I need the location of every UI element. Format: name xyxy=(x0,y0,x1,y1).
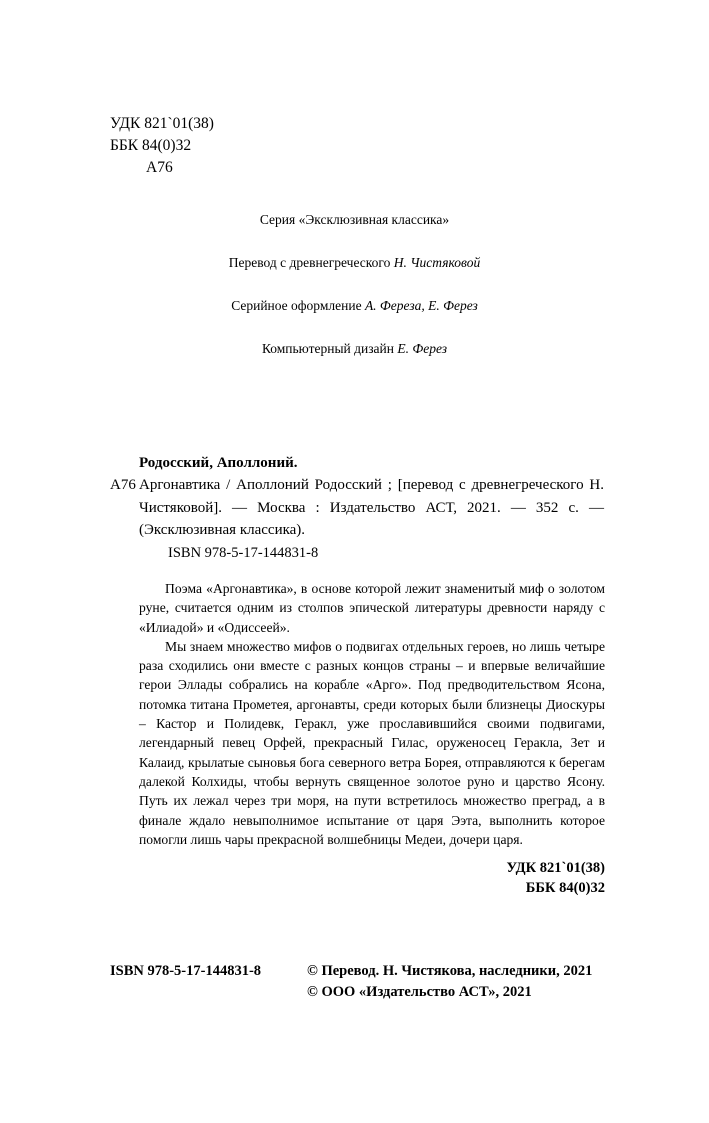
cip-index: А76 xyxy=(110,477,136,494)
credits-block xyxy=(0,212,709,357)
series-designer-name: А. Фереза, Е. Ферез xyxy=(364,298,478,313)
cip-description-block xyxy=(110,474,604,541)
bbk-code-repeat: ББК 84(0)32 xyxy=(525,880,605,896)
translation-credit xyxy=(0,255,709,271)
series-line: Серия «Эксклюзивная классика» xyxy=(259,212,450,227)
author-index-code: А76 xyxy=(146,159,173,176)
cip-description: Аргонавтика / Аполлоний Родосский ; [перевод с древнегреческого Н. Чистяковой]. — Москва : Издательство АСТ, 2021. — 352 с. — (Эксклюзивная классика). xyxy=(139,477,604,539)
copyright-translation: © Перевод. Н. Чистякова, наследники, 2021 xyxy=(307,963,593,979)
translator-name: Н. Чистяковой xyxy=(393,255,481,270)
cip-author-heading: Родосский, Аполлоний. xyxy=(139,455,298,471)
bbk-code: ББК 84(0)32 xyxy=(110,137,192,154)
udk-code-repeat: УДК 821`01(38) xyxy=(506,860,605,876)
series-design-label: Серийное оформление xyxy=(231,298,365,313)
computer-design-label: Компьютерный дизайн xyxy=(261,341,398,356)
footer-block xyxy=(110,961,620,1002)
classification-codes xyxy=(110,113,214,179)
annotation-block xyxy=(139,579,605,849)
footer-isbn: ISBN 978-5-17-144831-8 xyxy=(110,963,262,979)
annotation-paragraph-1: Поэма «Аргонавтика», в основе которой лежит знаменитый миф о золотом руне, считается одним из столпов эпической литературы древности наряду с «Илиадой» и «Одиссеей». xyxy=(139,581,605,635)
series-design-credit xyxy=(0,298,709,314)
cip-isbn: ISBN 978-5-17-144831-8 xyxy=(168,544,319,561)
annotation-paragraph-2: Мы знаем множество мифов о подвигах отдельных героев, но лишь четыре раза сходились они вместе с разных концов страны – и впервые величайшие герои Эллады собрались на корабле «Арго». Под предводительством Ясона, потомка титана Прометея, аргонавты, среди которых были близнецы Диоскуры – Кастор и Полидевк, Геракл, уже прославившийся своими подвигами, легендарный певец Орфей, прекрасный Гилас, оруженосец Геракла, Зет и Калаид, крылатые сыновья бога северного ветра Борея, отправляются к берегам далекой Колхиды, чтобы вернуть священное золотое руно и царство Ясону. Путь их лежал через три моря, на пути встретилось множество преград, а в финале ждало невыполнимое испытание от царя Ээта, выполнить которое помогли лишь чары прекрасной волшебницы Медеи, дочери царя. xyxy=(139,638,605,847)
cip-record xyxy=(110,452,604,564)
udk-code: УДК 821`01(38) xyxy=(110,115,214,132)
computer-design-credit xyxy=(0,341,709,357)
computer-designer-name: Е. Ферез xyxy=(397,341,448,356)
copyright-publisher: © ООО «Издательство АСТ», 2021 xyxy=(307,983,532,1000)
classification-codes-repeat xyxy=(506,858,605,898)
translation-label: Перевод с древнегреческого xyxy=(228,255,394,270)
